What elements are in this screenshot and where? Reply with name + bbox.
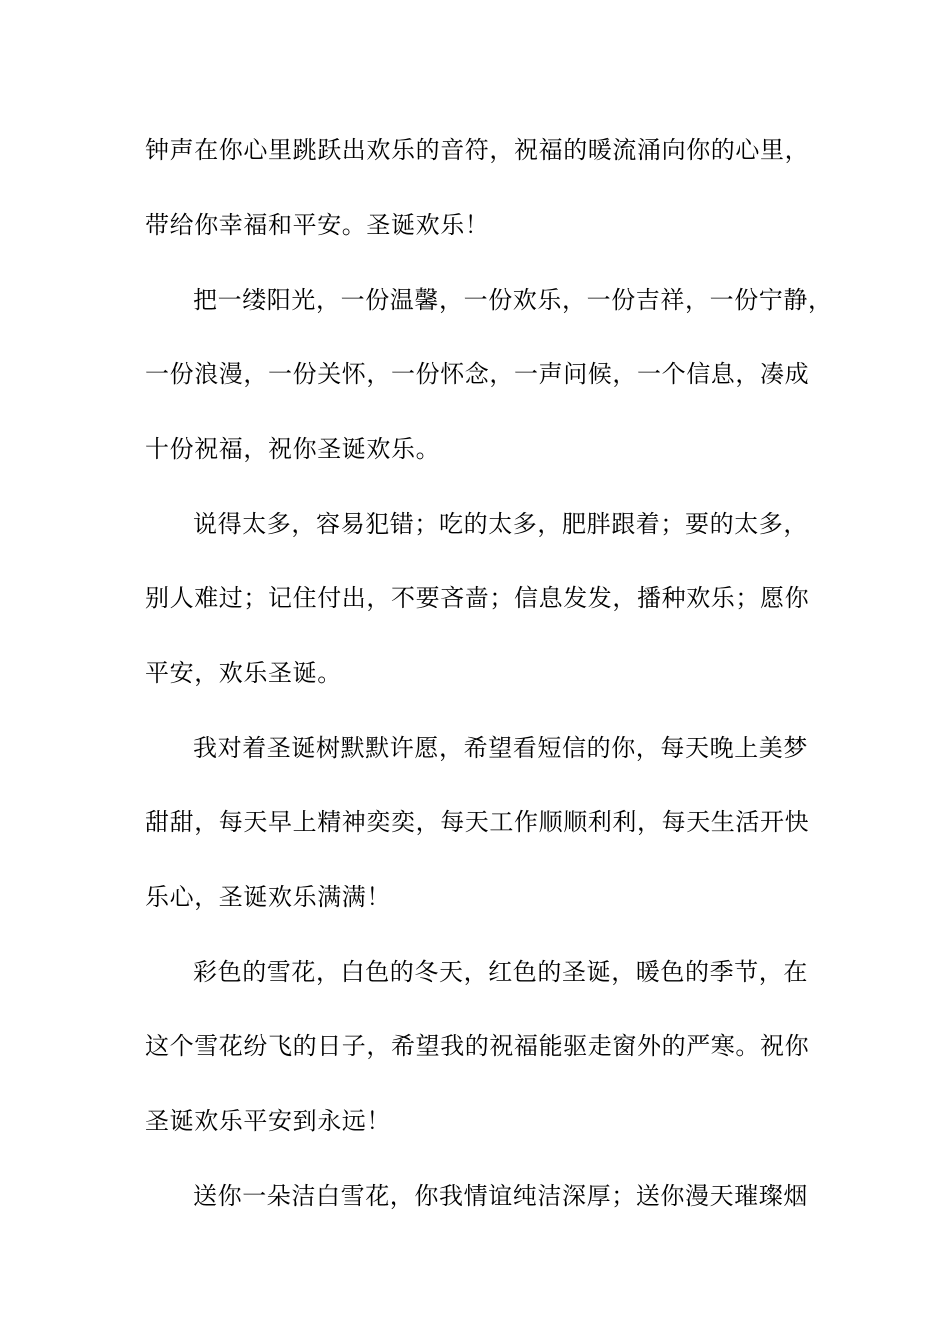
text-line: 乐心，圣诞欢乐满满！ [145, 883, 391, 911]
text-line: 一份浪漫，一份关怀，一份怀念，一声问候，一个信息，凑成 [145, 360, 810, 388]
paragraph-start-line: 彩色的雪花，白色的冬天，红色的圣诞，暖色的季节，在 [193, 958, 808, 986]
text-line: 钟声在你心里跳跃出欢乐的音符，祝福的暖流涌向你的心里， [145, 136, 810, 164]
text-line: 平安，欢乐圣诞。 [145, 659, 342, 687]
paragraph-start-line: 送你一朵洁白雪花，你我情谊纯洁深厚；送你漫天璀璨烟 [193, 1182, 808, 1210]
text-line: 圣诞欢乐平安到永远！ [145, 1107, 391, 1135]
text-line: 这个雪花纷飞的日子，希望我的祝福能驱走窗外的严寒。祝你 [145, 1032, 810, 1060]
text-line: 十份祝福，祝你圣诞欢乐。 [145, 435, 441, 463]
paragraph-start-line: 说得太多，容易犯错；吃的太多，肥胖跟着；要的太多， [193, 510, 808, 538]
text-line: 甜甜，每天早上精神奕奕，每天工作顺顺利利，每天生活开快 [145, 808, 810, 836]
paragraph-start-line: 我对着圣诞树默默许愿，希望看短信的你，每天晚上美梦 [193, 734, 808, 762]
paragraph-start-line: 把一缕阳光，一份温馨，一份欢乐，一份吉祥，一份宁静， [193, 286, 833, 314]
text-line: 别人难过；记住付出，不要吝啬；信息发发，播种欢乐；愿你 [145, 584, 810, 612]
text-line: 带给你幸福和平安。圣诞欢乐！ [145, 211, 490, 239]
